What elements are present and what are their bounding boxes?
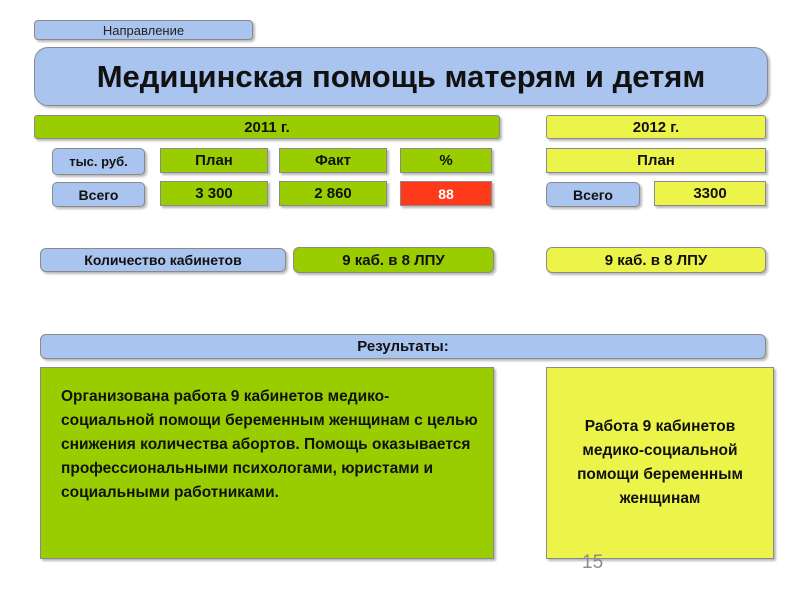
fact-2011-header: Факт — [279, 148, 387, 173]
unit-label: тыс. руб. — [52, 148, 145, 175]
results-2011-text: Организована работа 9 кабинетов медико-социальной помощи беременным женщинам с целью снижения количества абортов. Помощь оказывается профессиональными психологами, юристами и социальными работниками. — [40, 367, 494, 559]
year-2012-header: 2012 г. — [546, 115, 766, 139]
page-number: 15 — [582, 552, 604, 573]
plan-2011-value: 3 300 — [160, 181, 268, 206]
total-label-2012: Всего — [546, 182, 640, 207]
plan-2012-header: План — [546, 148, 766, 173]
fact-2011-value: 2 860 — [279, 181, 387, 206]
results-header: Результаты: — [40, 334, 766, 359]
plan-2012-value: 3300 — [654, 181, 766, 206]
percent-2011-value: 88 — [400, 181, 492, 206]
percent-2011-header: % — [400, 148, 492, 173]
results-2012-text: Работа 9 кабинетов медико-социальной помощи беременным женщинам — [546, 367, 774, 559]
plan-2011-header: План — [160, 148, 268, 173]
direction-label: Направление — [34, 20, 253, 40]
year-2011-header: 2011 г. — [34, 115, 500, 139]
cabinets-2012-value: 9 каб. в 8 ЛПУ — [546, 247, 766, 273]
cabinets-2011-value: 9 каб. в 8 ЛПУ — [293, 247, 494, 273]
total-label-2011: Всего — [52, 182, 145, 207]
page-title: Медицинская помощь матерям и детям — [34, 47, 768, 106]
cabinets-label: Количество кабинетов — [40, 248, 286, 272]
